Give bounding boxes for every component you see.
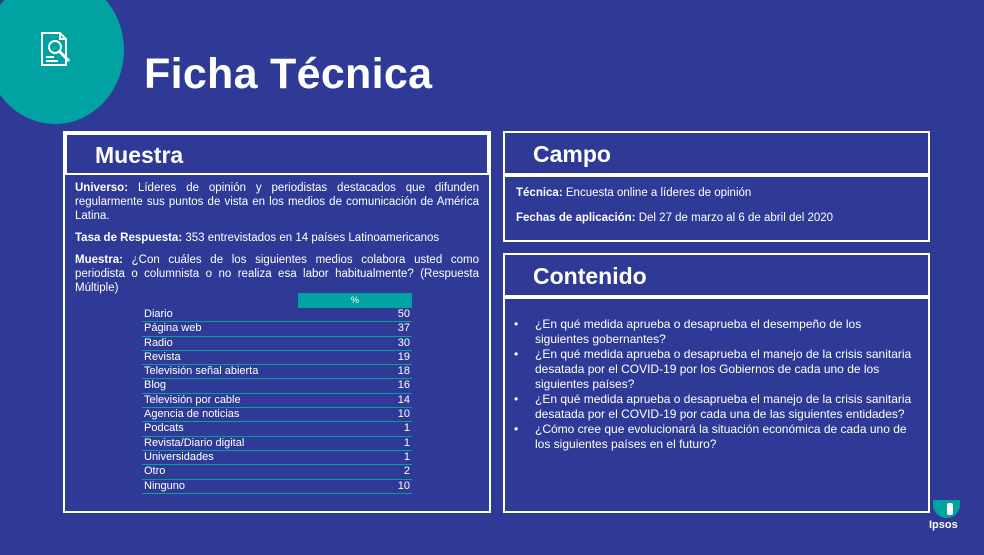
table-body [142, 308, 412, 494]
tasa-text: 353 entrevistados en 14 países Latinoamericanos [185, 232, 440, 244]
list-item [514, 347, 914, 392]
header-icon-badge [0, 0, 124, 124]
row-value: 10 [397, 479, 410, 492]
table-row [142, 365, 412, 379]
bullet-icon: • [514, 347, 519, 361]
table-row [142, 480, 412, 494]
row-label: Podcats [144, 422, 184, 435]
row-value: 30 [397, 336, 410, 349]
fechas-label: Fechas de aplicación: [516, 212, 636, 224]
universo-text: Líderes de opinión y periodistas destacados que difunden regularmente sus puntos de vista en los medios de comunicación de América Latina. [75, 182, 479, 222]
table-row [142, 422, 412, 436]
row-label: Revista [144, 350, 181, 363]
table-row [142, 337, 412, 351]
media-table [142, 293, 412, 494]
list-item-text: ¿En qué medida aprueba o desaprueba el desempeño de los siguientes gobernantes? [535, 317, 862, 346]
table-row [142, 408, 412, 422]
tasa-paragraph [75, 231, 479, 245]
row-value: 1 [403, 422, 410, 435]
table-row [142, 322, 412, 336]
document-search-icon [36, 31, 74, 69]
table-row [142, 465, 412, 479]
percent-column-header: % [298, 293, 412, 308]
page-title: Ficha Técnica [144, 50, 433, 98]
muestra-label: Muestra: [75, 254, 123, 266]
campo-heading: Campo [503, 131, 930, 175]
row-label: Diario [144, 308, 173, 320]
list-item-text: ¿En qué medida aprueba o desaprueba el manejo de la crisis sanitaria desatada por el COVID-19 por los Gobiernos de cada uno de los siguientes países? [535, 347, 912, 391]
row-label: Radio [144, 336, 173, 349]
row-label: Revista/Diario digital [144, 436, 245, 449]
table-row [142, 379, 412, 393]
ipsos-logo-mark [933, 500, 960, 518]
table-row [142, 437, 412, 451]
row-label: Agencia de noticias [144, 408, 240, 421]
fechas-text: Del 27 de marzo al 6 de abril del 2020 [638, 212, 834, 224]
list-item-text: ¿Cómo cree que evolucionará la situación económica de cada uno de los siguientes países en el futuro? [535, 422, 907, 451]
fechas-line [516, 211, 833, 225]
muestra-text: ¿Con cuáles de los siguientes medios colabora usted como periodista o columnista o no realiza esa labor habitualmente? (Respuesta Múltiple) [75, 254, 479, 294]
row-value: 10 [397, 408, 410, 421]
row-value: 37 [397, 322, 410, 335]
bullet-icon: • [514, 392, 519, 406]
row-value: 2 [403, 465, 410, 478]
row-label: Otro [144, 465, 166, 478]
table-row [142, 451, 412, 465]
universo-label: Universo: [75, 182, 129, 194]
muestra-paragraph [75, 253, 479, 295]
list-item [514, 392, 914, 422]
ipsos-logo-text: Ipsos [929, 519, 958, 531]
row-value: 50 [397, 308, 410, 320]
ipsos-logo [929, 500, 964, 534]
row-label: Televisión señal abierta [144, 365, 259, 378]
table-row [142, 308, 412, 322]
row-value: 19 [397, 350, 410, 363]
tecnica-label: Técnica: [516, 187, 563, 199]
list-item [514, 422, 914, 452]
row-value: 14 [397, 393, 410, 406]
table-header [142, 293, 412, 308]
row-label: Universidades [144, 450, 214, 463]
list-item-text: ¿En qué medida aprueba o desaprueba el manejo de la crisis sanitaria desatada por el COVID-19 por cada una de las siguientes entidades? [535, 392, 912, 421]
table-row [142, 351, 412, 365]
row-label: Blog [144, 379, 167, 392]
tasa-label: Tasa de Respuesta: [75, 232, 183, 244]
row-label: Página web [144, 322, 202, 335]
row-label: Televisión por cable [144, 393, 241, 406]
table-row [142, 394, 412, 408]
universo-paragraph [75, 181, 479, 223]
list-item [514, 317, 914, 347]
row-value: 16 [397, 379, 410, 392]
bullet-icon: • [514, 317, 519, 331]
tecnica-line [516, 186, 751, 200]
row-value: 1 [403, 450, 410, 463]
row-value: 1 [403, 436, 410, 449]
bullet-icon: • [514, 422, 519, 436]
row-label: Ninguno [144, 479, 185, 492]
contenido-list [514, 317, 914, 452]
tecnica-text: Encuesta online a líderes de opinión [565, 187, 752, 199]
contenido-heading: Contenido [503, 253, 930, 297]
row-value: 18 [397, 365, 410, 378]
muestra-heading: Muestra [65, 133, 489, 175]
